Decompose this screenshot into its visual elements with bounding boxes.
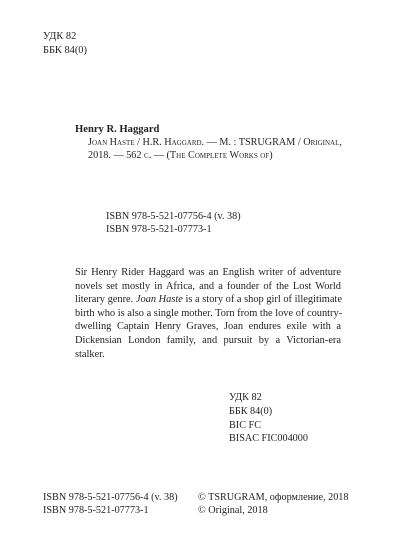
classification-codes xyxy=(229,391,308,446)
abstract-line: stalker. xyxy=(75,348,105,360)
book-abstract xyxy=(75,266,341,361)
abstract-line: novels set mostly in Africa, and a founder of the Lost World xyxy=(75,280,341,292)
abstract-line: literary genre. Joan Haste is a story of a shop girl of illegitimate xyxy=(75,294,342,306)
isbn-series: ISBN 978-5-521-07773-1 xyxy=(106,224,212,235)
top-classification-codes xyxy=(43,30,87,58)
bibliographic-description xyxy=(88,136,353,162)
isbn-volume: ISBN 978-5-521-07756-4 (v. 38) xyxy=(43,492,178,503)
isbn-block-top xyxy=(106,210,241,236)
book-title: Joan Haste xyxy=(135,294,183,306)
udk-code: УДК 82 xyxy=(43,31,77,42)
bibliographic-line-2: 2018. — 562 с. — (The Complete Works of) xyxy=(88,150,273,161)
udk-code: УДК 82 xyxy=(229,392,262,403)
author-name: Henry R. Haggard xyxy=(75,124,160,135)
bisac-code: BISAC FIC004000 xyxy=(229,433,308,445)
copyright-original: © Original, 2018 xyxy=(198,505,268,517)
abstract-line: dwelling Captain Henry Graves, Joan endures exile with a xyxy=(75,321,341,333)
bic-code: BIC FC xyxy=(229,419,261,431)
isbn-series: ISBN 978-5-521-07773-1 xyxy=(43,505,149,517)
isbn-volume: ISBN 978-5-521-07756-4 (v. 38) xyxy=(106,211,241,222)
copyright-design: © TSRUGRAM, оформление, 2018 xyxy=(198,492,349,503)
bibliographic-line-1: Joan Haste / H.R. Haggard. — M. : TSRUGRAM / Original, xyxy=(88,137,342,148)
bbk-code: ББК 84(0) xyxy=(43,45,87,56)
bibliographic-record xyxy=(75,123,375,162)
isbn-block-bottom xyxy=(43,491,178,518)
copyright-notices xyxy=(198,491,348,518)
bbk-code: ББК 84(0) xyxy=(229,405,273,417)
abstract-line: Sir Henry Rider Haggard was an English writer of adventure xyxy=(75,267,341,278)
abstract-line: Dickensian London family, and pursuit by a Victorian-era xyxy=(75,334,341,346)
abstract-line: birth who is also a single mother. Torn from the love of country- xyxy=(75,307,343,319)
